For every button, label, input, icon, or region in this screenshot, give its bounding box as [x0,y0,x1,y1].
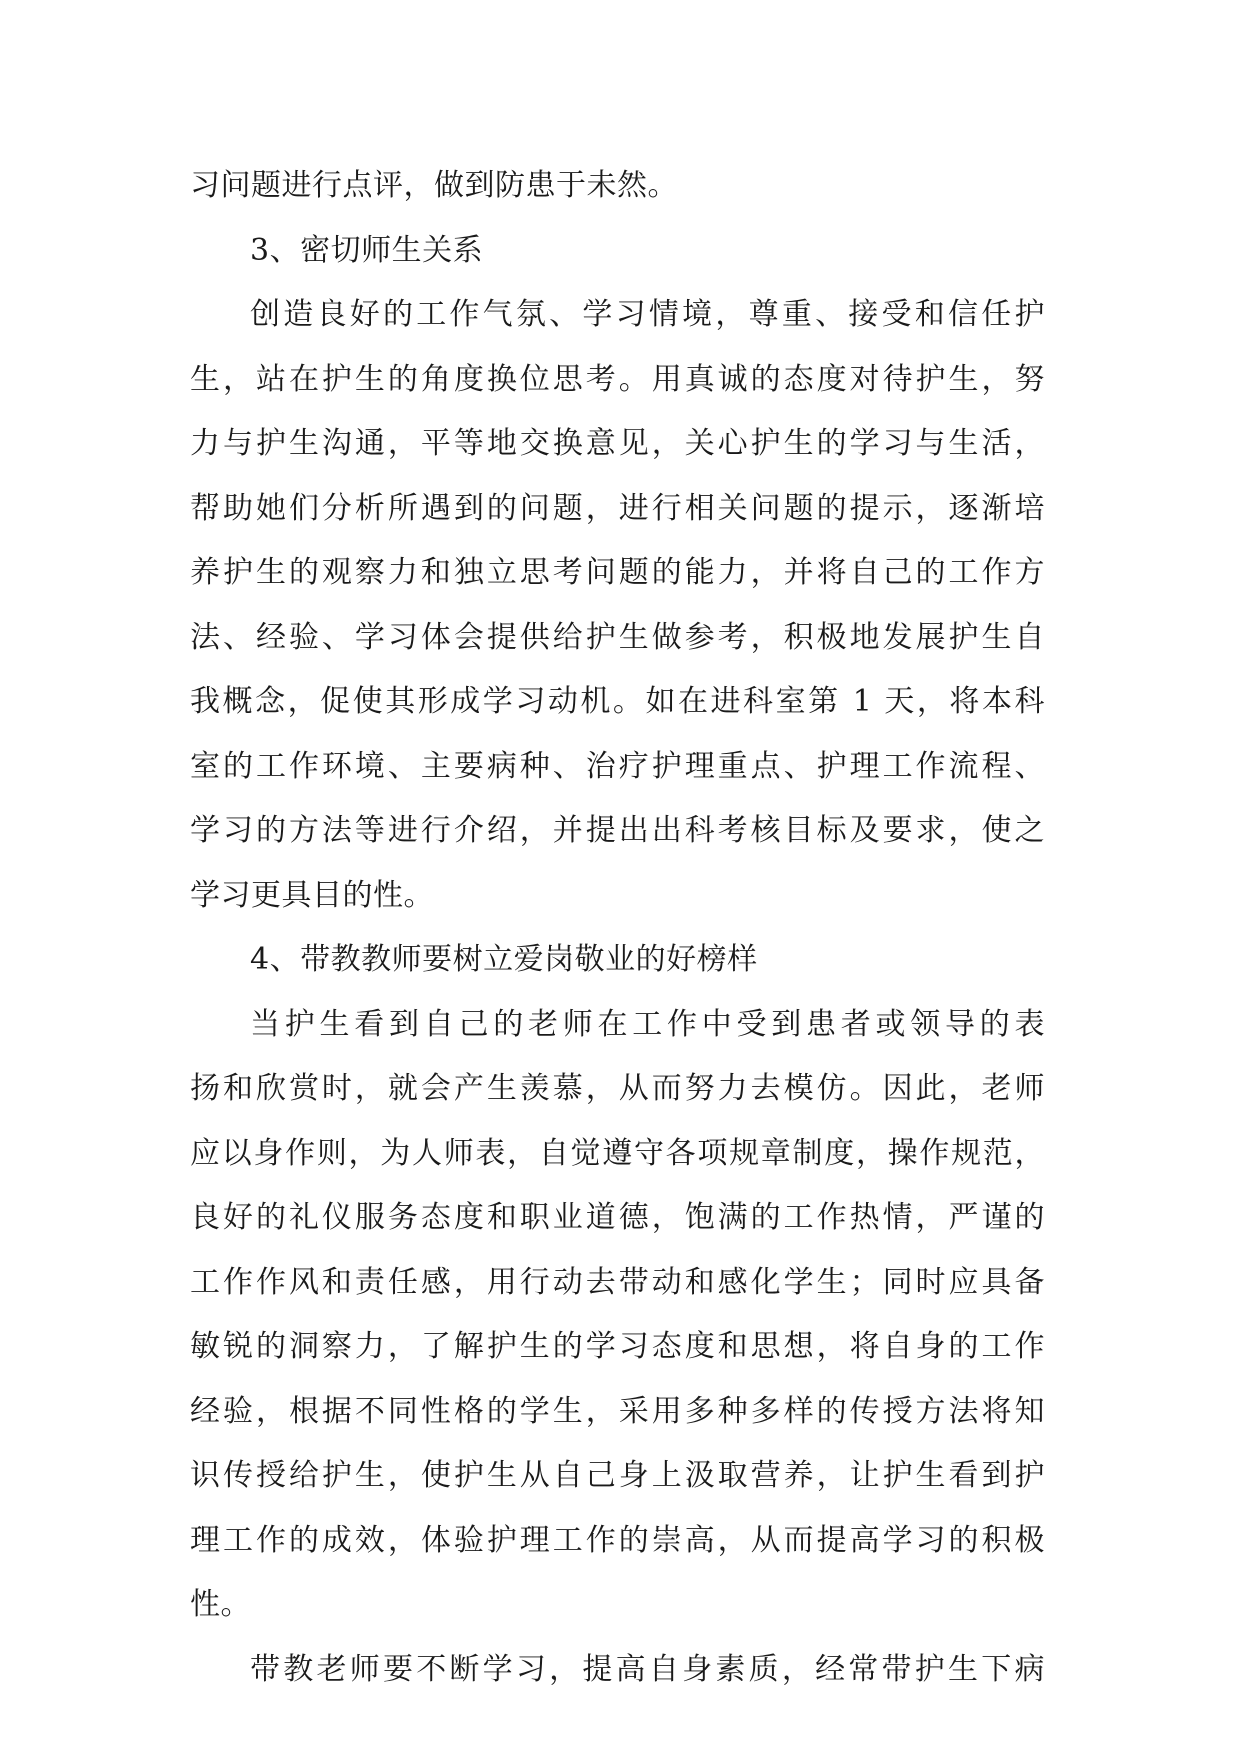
text-line: 理工作的成效，体验护理工作的崇高，从而提高学习的积极 [190,1522,1045,1558]
text-line: 创造良好的工作气氛、学习情境，尊重、接受和信任护 [250,297,1045,332]
text-line: 带教老师要不断学习，提高自身素质，经常带护生下病 [250,1651,1045,1687]
text-line: 学习更具目的性。 [190,877,434,913]
text-line: 敏锐的洞察力，了解护生的学习态度和思想，将自身的工作 [190,1329,1045,1364]
text-line: 生，站在护生的角度换位思考。用真诚的态度对待护生，努 [190,361,1045,397]
text-line: 帮助她们分析所遇到的问题，进行相关问题的提示，逐渐培 [190,490,1045,526]
text-line: 识传授给护生，使护生从自己身上汲取营养，让护生看到护 [190,1458,1045,1493]
text-line: 室的工作环境、主要病种、治疗护理重点、护理工作流程、 [190,748,1045,784]
body-text [190,154,1070,1702]
text-line: 学习的方法等进行介绍，并提出出科考核目标及要求，使之 [190,813,1045,848]
text-line: 法、经验、学习体会提供给护生做参考，积极地发展护生自 [190,619,1045,655]
text-line: 工作作风和责任感，用行动去带动和感化学生；同时应具备 [190,1264,1045,1300]
section-heading-4: 4、带教教师要树立爱岗敬业的好榜样 [250,942,758,977]
text-line: 力与护生沟通，平等地交换意见，关心护生的学习与生活， [190,426,1045,461]
text-line: 养护生的观察力和独立思考问题的能力，并将自己的工作方 [190,555,1045,590]
text-line: 性。 [190,1587,251,1622]
text-line: 当护生看到自己的老师在工作中受到患者或领导的表 [250,1006,1045,1042]
text-line: 良好的礼仪服务态度和职业道德，饱满的工作热情，严谨的 [190,1200,1045,1235]
text-line: 应以身作则，为人师表，自觉遵守各项规章制度，操作规范， [190,1135,1045,1171]
text-line: 经验，根据不同性格的学生，采用多种多样的传授方法将知 [190,1393,1045,1429]
text-line: 习问题进行点评，做到防患于未然。 [190,168,678,203]
text-line: 我概念，促使其形成学习动机。如在进科室第 1 天，将本科 [190,684,1045,719]
section-heading-3: 3、密切师生关系 [250,232,484,268]
text-line: 扬和欣赏时，就会产生羡慕，从而努力去模仿。因此，老师 [190,1071,1045,1106]
